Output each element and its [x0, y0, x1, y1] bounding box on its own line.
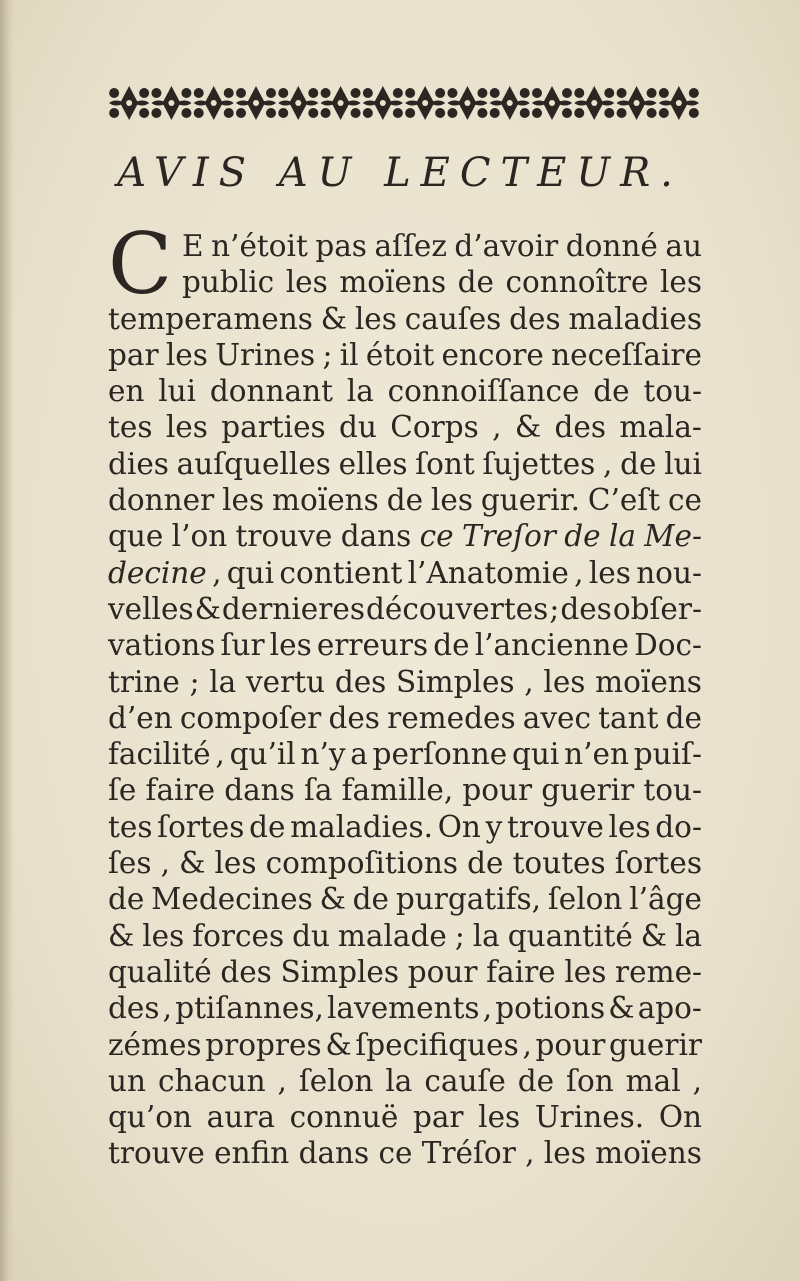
- word: forces: [192, 918, 285, 953]
- word: vations: [108, 628, 216, 663]
- word: On: [658, 1100, 702, 1135]
- word: ſelon: [547, 882, 623, 917]
- word: des: [334, 664, 387, 699]
- word: de: [517, 1063, 555, 1098]
- word: pour: [462, 773, 533, 808]
- word: do-: [655, 809, 702, 844]
- word: la: [385, 1063, 413, 1098]
- word: ſelon: [298, 1063, 374, 1098]
- word: les: [430, 483, 473, 518]
- word: pour: [407, 954, 478, 989]
- word: auſquelles: [176, 446, 331, 481]
- fleuron-icon: [236, 86, 276, 120]
- word: qui: [226, 555, 275, 590]
- word: ,: [522, 1027, 532, 1062]
- word: dans: [298, 1136, 370, 1171]
- word: ſortes: [157, 809, 245, 844]
- word: étoit: [365, 337, 435, 372]
- word: ſujettes: [482, 446, 596, 481]
- word: perſonne: [372, 737, 508, 772]
- word: connuë: [289, 1100, 399, 1135]
- fleuron-icon: [321, 86, 361, 120]
- word: les: [588, 555, 631, 590]
- text-line: [108, 809, 702, 845]
- word: &: [325, 1027, 352, 1062]
- word: qu’on: [108, 1100, 193, 1135]
- text-line: [108, 736, 702, 772]
- text-line: [108, 555, 702, 591]
- word: trouve: [507, 809, 604, 844]
- word: au: [665, 229, 702, 263]
- word: &: [108, 918, 135, 953]
- text-line: [108, 1135, 702, 1171]
- word: n’étoit: [211, 229, 308, 263]
- word: l’Anatomie: [407, 555, 569, 590]
- fleuron-band-icon: [108, 78, 700, 128]
- word: cauſe: [424, 1063, 506, 1098]
- word: connoître: [505, 265, 649, 300]
- word: cauſes: [404, 301, 502, 336]
- word: ,: [277, 1063, 287, 1098]
- word: Tréſor: [421, 1136, 516, 1171]
- word: du: [292, 918, 330, 953]
- word: Corps: [390, 410, 479, 445]
- word: l’ancienne: [474, 628, 629, 663]
- word: Medecines: [151, 882, 313, 917]
- word: que: [108, 519, 164, 554]
- fleuron-icon: [490, 86, 530, 120]
- word: zémes: [108, 1027, 202, 1062]
- fleuron-icon: [574, 86, 614, 120]
- word: quantité: [507, 918, 633, 953]
- word: ſe: [108, 773, 137, 808]
- word: maladies.: [290, 809, 434, 844]
- word: des: [108, 991, 160, 1026]
- word: de: [386, 483, 424, 518]
- word: purgatifs,: [395, 882, 542, 917]
- word: tes: [108, 809, 153, 844]
- text-line: [108, 1099, 702, 1135]
- word: ,: [212, 555, 222, 590]
- word: donner: [108, 483, 215, 518]
- word: trine: [108, 664, 180, 699]
- word: guerir.: [480, 483, 580, 518]
- word: temperamens: [108, 301, 313, 336]
- italic-word: Me-: [644, 519, 702, 554]
- page-title: AVIS AU LECTEUR.: [117, 150, 683, 196]
- word: ,: [162, 991, 173, 1026]
- word: de: [249, 809, 286, 844]
- word: les: [543, 1136, 586, 1171]
- word: ;: [322, 337, 333, 372]
- fleuron-icon: [363, 86, 403, 120]
- word: la: [674, 918, 702, 953]
- word: potions: [495, 991, 606, 1026]
- text-line: [108, 772, 702, 808]
- word: dernieres: [221, 591, 365, 626]
- word: de: [352, 882, 389, 917]
- fleuron-icon: [109, 86, 149, 120]
- word: parties: [221, 410, 326, 445]
- word: famille,: [341, 773, 454, 808]
- word: y: [485, 809, 503, 844]
- word: reme-: [615, 954, 702, 989]
- word: lavements: [327, 991, 480, 1026]
- word: ,: [215, 737, 225, 772]
- word: ;: [549, 591, 560, 626]
- italic-word: decine: [108, 555, 207, 590]
- text-line: [108, 228, 702, 264]
- word: n’y: [300, 737, 346, 772]
- word: donnant: [209, 374, 333, 409]
- word: de: [467, 846, 504, 881]
- word: moïens: [595, 1136, 702, 1171]
- text-line: [108, 301, 702, 337]
- word: trouve: [108, 1136, 205, 1171]
- text-line: [108, 446, 702, 482]
- word: compoſitions: [265, 846, 459, 881]
- word: ,: [692, 1063, 702, 1098]
- word: guerir: [541, 773, 635, 808]
- word: enfin: [214, 1136, 290, 1171]
- word: les: [354, 301, 397, 336]
- word: faire: [145, 773, 216, 808]
- text-line: [108, 918, 702, 954]
- drop-cap: C: [108, 215, 173, 313]
- word: par: [412, 1100, 464, 1135]
- italic-word: de: [564, 519, 601, 554]
- word: la: [209, 664, 237, 699]
- word: &: [179, 846, 206, 881]
- text-line: [108, 591, 702, 627]
- word: remedes: [387, 700, 516, 735]
- text-line: [108, 1063, 702, 1099]
- word: qualité: [108, 954, 212, 989]
- text-line: [108, 627, 702, 663]
- text-line: [108, 409, 702, 445]
- word: tes: [108, 410, 153, 445]
- word: découvertes: [366, 591, 549, 626]
- word: des: [328, 700, 380, 735]
- word: ,: [160, 846, 170, 881]
- word: C’eſt: [587, 483, 661, 518]
- word: de: [620, 446, 657, 481]
- word: &: [640, 918, 667, 953]
- word: la: [472, 918, 500, 953]
- word: mala-: [619, 410, 702, 445]
- italic-word: Treſor: [461, 519, 556, 554]
- word: lui: [664, 446, 702, 481]
- fleuron-icon: [447, 86, 487, 120]
- word: Urines.: [534, 1100, 645, 1135]
- word: Simples: [396, 664, 515, 699]
- word: de: [457, 265, 494, 300]
- word: velles: [108, 591, 194, 626]
- word: moïens: [595, 664, 702, 699]
- word: moïens: [272, 483, 379, 518]
- word: d’en: [108, 700, 173, 735]
- word: encore: [441, 337, 544, 372]
- word: vertu: [246, 664, 326, 699]
- word: contient: [279, 555, 403, 590]
- word: de: [108, 882, 145, 917]
- word: n’en: [564, 737, 629, 772]
- word: &: [514, 410, 542, 445]
- word: ,: [574, 555, 584, 590]
- word: nou-: [636, 555, 702, 590]
- word: les: [222, 483, 265, 518]
- fleuron-icon: [532, 86, 572, 120]
- text-line: [108, 990, 702, 1026]
- word: des: [554, 410, 606, 445]
- word: des: [560, 591, 612, 626]
- word: ce: [667, 483, 702, 518]
- word: qui: [512, 737, 560, 772]
- word: neceſſaire: [551, 337, 702, 372]
- word: tant: [598, 700, 659, 735]
- word: du: [339, 410, 377, 445]
- text-line: [108, 881, 702, 917]
- word: dans: [224, 773, 295, 808]
- text-line: [108, 264, 702, 300]
- fleuron-icon: [278, 86, 318, 120]
- body-text: [108, 215, 702, 1172]
- word: la: [346, 374, 374, 409]
- text-line: [108, 373, 702, 409]
- word: dies: [108, 446, 169, 481]
- fleuron-icon: [405, 86, 445, 120]
- word: lui: [158, 374, 197, 409]
- word: Simples: [280, 954, 400, 989]
- word: il: [339, 337, 359, 372]
- word: maladies: [568, 301, 702, 336]
- word: tou-: [643, 374, 702, 409]
- fleuron-icon: [659, 86, 699, 120]
- word: ,: [492, 410, 502, 445]
- word: pas: [315, 229, 367, 263]
- word: ſon: [566, 1063, 614, 1098]
- word: qu’il: [229, 737, 296, 772]
- text-line: [108, 845, 702, 881]
- word: les: [478, 1100, 521, 1135]
- word: propres: [205, 1027, 322, 1062]
- word: donné: [565, 229, 658, 263]
- word: les: [165, 410, 208, 445]
- word: les: [285, 265, 328, 300]
- word: public: [182, 265, 275, 300]
- word: avec: [522, 700, 591, 735]
- word: les: [269, 628, 312, 663]
- word: &: [319, 882, 346, 917]
- word: ſortes: [614, 846, 702, 881]
- word: ,: [603, 446, 613, 481]
- word: les: [165, 337, 208, 372]
- word: ſont: [415, 446, 475, 481]
- word: guerir: [609, 1027, 702, 1062]
- word: malade: [337, 918, 447, 953]
- word: dans: [340, 519, 412, 554]
- word: un: [108, 1063, 146, 1098]
- word: ,: [482, 991, 493, 1026]
- word: ,: [524, 664, 534, 699]
- fleuron-icon: [194, 86, 234, 120]
- text-line: [108, 337, 702, 373]
- word: erreurs: [316, 628, 429, 663]
- word: les: [142, 918, 185, 953]
- word: facilité: [108, 737, 211, 772]
- word: elles: [338, 446, 408, 481]
- word: ſa: [303, 773, 333, 808]
- word: &: [608, 991, 635, 1026]
- word: Urines: [215, 337, 316, 372]
- word: chacun: [157, 1063, 266, 1098]
- word: ce: [378, 1136, 413, 1171]
- word: aura: [206, 1100, 275, 1135]
- word: moïens: [339, 265, 447, 300]
- word: ſes: [108, 846, 152, 881]
- word: ;: [189, 664, 200, 699]
- word: ,: [525, 1136, 535, 1171]
- word: d’avoir: [454, 229, 559, 263]
- word: les: [608, 809, 651, 844]
- word: de: [593, 374, 630, 409]
- word: a: [350, 737, 368, 772]
- word: les: [564, 954, 607, 989]
- word: puiſ-: [633, 737, 702, 772]
- fleuron-icon: [151, 86, 191, 120]
- word: l’âge: [629, 882, 702, 917]
- word: de: [665, 700, 702, 735]
- word: aſſez: [374, 229, 447, 263]
- word: Doc-: [634, 628, 702, 663]
- word: toutes: [512, 846, 606, 881]
- word: des: [220, 954, 272, 989]
- word: apo-: [637, 991, 702, 1026]
- word: faire: [486, 954, 556, 989]
- word: compoſer: [179, 700, 322, 735]
- word: les: [214, 846, 257, 881]
- word: par: [108, 337, 159, 372]
- italic-word: ce: [419, 519, 454, 554]
- word: obſer-: [612, 591, 702, 626]
- fleuron-icon: [617, 86, 657, 120]
- text-line: [108, 954, 702, 990]
- word: l’on: [171, 519, 228, 554]
- text-line: [108, 1027, 702, 1063]
- word: E: [182, 229, 204, 263]
- word: trouve: [235, 519, 333, 554]
- word: connoiſſance: [387, 374, 580, 409]
- text-line: [108, 700, 702, 736]
- word: On: [437, 809, 481, 844]
- word: de: [433, 628, 470, 663]
- word: les: [659, 265, 702, 300]
- word: en: [108, 374, 145, 409]
- word: &: [194, 591, 221, 626]
- word: &: [320, 301, 347, 336]
- word: tou-: [643, 773, 702, 808]
- text-line: [108, 664, 702, 700]
- word: ſpecifiques: [355, 1027, 519, 1062]
- word: pour: [535, 1027, 606, 1062]
- word: ;: [454, 918, 465, 953]
- italic-word: la: [608, 519, 636, 554]
- text-line: [108, 482, 702, 518]
- word: mal: [625, 1063, 681, 1098]
- word: ptiſannes,: [175, 991, 324, 1026]
- text-line: [108, 518, 702, 554]
- word: les: [543, 664, 586, 699]
- word: des: [509, 301, 561, 336]
- word: ſur: [220, 628, 265, 663]
